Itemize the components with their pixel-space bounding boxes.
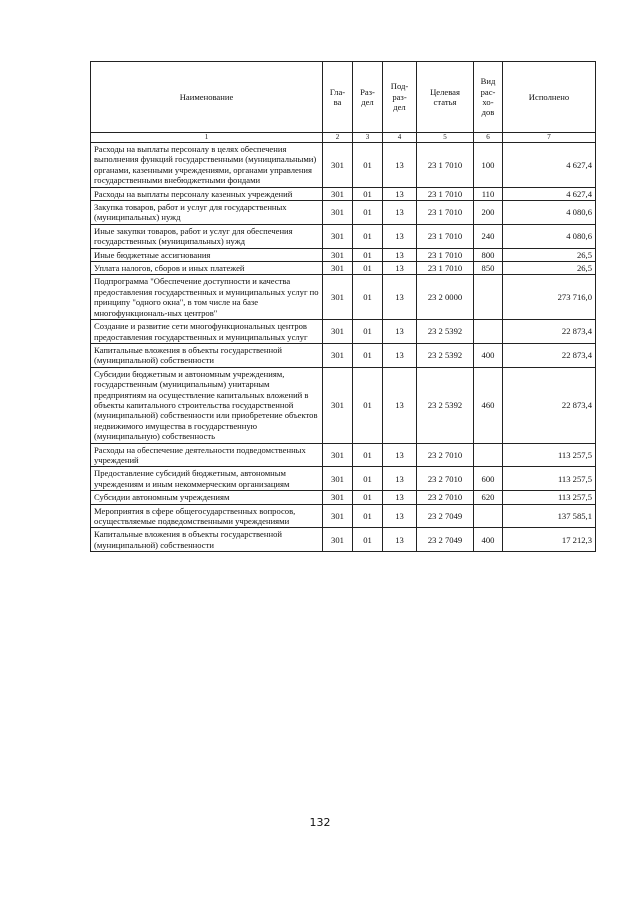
section-cell: 01	[353, 320, 383, 344]
subsection-cell: 13	[383, 224, 417, 248]
executed-amount-cell: 22 873,4	[503, 343, 596, 367]
row-name-cell: Мероприятия в сфере общегосударственных вопросов, осуществляемые подведомственными учреждениями	[91, 504, 323, 528]
col-header-name: Наименование	[91, 62, 323, 133]
column-number: 7	[503, 133, 596, 143]
chapter-cell: 301	[323, 262, 353, 275]
table-row	[91, 275, 596, 320]
column-number: 3	[353, 133, 383, 143]
section-cell: 01	[353, 528, 383, 552]
chapter-cell: 301	[323, 528, 353, 552]
subsection-cell: 13	[383, 467, 417, 491]
section-cell: 01	[353, 443, 383, 467]
budget-table	[90, 61, 596, 552]
target-article-cell: 23 2 5392	[417, 320, 474, 344]
chapter-cell: 301	[323, 143, 353, 188]
col-header-section: Раз- дел	[353, 62, 383, 133]
table-row	[91, 201, 596, 225]
target-article-cell: 23 1 7010	[417, 143, 474, 188]
expense-type-cell: 110	[474, 187, 503, 200]
row-name-cell: Создание и развитие сети многофункциональных центров предоставления государственных и муниципальных услуг	[91, 320, 323, 344]
row-name-cell: Субсидии автономным учреждениям	[91, 491, 323, 504]
expense-type-cell	[474, 504, 503, 528]
section-cell: 01	[353, 275, 383, 320]
table-row	[91, 262, 596, 275]
table-row	[91, 467, 596, 491]
executed-amount-cell: 4 627,4	[503, 187, 596, 200]
section-cell: 01	[353, 367, 383, 443]
table-body	[91, 143, 596, 552]
expense-type-cell: 200	[474, 201, 503, 225]
section-cell: 01	[353, 491, 383, 504]
section-cell: 01	[353, 224, 383, 248]
executed-amount-cell: 113 257,5	[503, 467, 596, 491]
table-row	[91, 143, 596, 188]
subsection-cell: 13	[383, 504, 417, 528]
expense-type-cell: 800	[474, 248, 503, 261]
chapter-cell: 301	[323, 275, 353, 320]
column-number: 6	[474, 133, 503, 143]
executed-amount-cell: 26,5	[503, 248, 596, 261]
chapter-cell: 301	[323, 367, 353, 443]
table-row	[91, 504, 596, 528]
col-header-chapter: Гла- ва	[323, 62, 353, 133]
target-article-cell: 23 2 7010	[417, 443, 474, 467]
table-row	[91, 367, 596, 443]
table-row	[91, 248, 596, 261]
row-name-cell: Субсидии бюджетным и автономным учреждениям, государственным (муниципальным) унитарным предприятиям на осуществление капитальных вложений в объекты капитального строительства государственной (муниципальной) собственности или приобретение объектов недвижимого имущества в государственную (муниципальную) собственность	[91, 367, 323, 443]
row-name-cell: Закупка товаров, работ и услуг для государственных (муниципальных) нужд	[91, 201, 323, 225]
target-article-cell: 23 2 7010	[417, 491, 474, 504]
col-header-subsection: Под- раз- дел	[383, 62, 417, 133]
expense-type-cell: 600	[474, 467, 503, 491]
chapter-cell: 301	[323, 491, 353, 504]
section-cell: 01	[353, 201, 383, 225]
chapter-cell: 301	[323, 504, 353, 528]
chapter-cell: 301	[323, 248, 353, 261]
expense-type-cell: 620	[474, 491, 503, 504]
row-name-cell: Расходы на выплаты персоналу казенных учреждений	[91, 187, 323, 200]
section-cell: 01	[353, 262, 383, 275]
expense-type-cell	[474, 443, 503, 467]
column-number: 2	[323, 133, 353, 143]
expense-type-cell: 460	[474, 367, 503, 443]
expense-type-cell	[474, 320, 503, 344]
page-number: 132	[309, 816, 331, 829]
chapter-cell: 301	[323, 320, 353, 344]
column-number-row	[91, 133, 596, 143]
chapter-cell: 301	[323, 343, 353, 367]
expense-type-cell: 400	[474, 528, 503, 552]
executed-amount-cell: 22 873,4	[503, 320, 596, 344]
subsection-cell: 13	[383, 262, 417, 275]
subsection-cell: 13	[383, 187, 417, 200]
target-article-cell: 23 1 7010	[417, 224, 474, 248]
target-article-cell: 23 2 0000	[417, 275, 474, 320]
row-name-cell: Уплата налогов, сборов и иных платежей	[91, 262, 323, 275]
table-row	[91, 224, 596, 248]
col-header-executed: Исполнено	[503, 62, 596, 133]
subsection-cell: 13	[383, 367, 417, 443]
chapter-cell: 301	[323, 224, 353, 248]
row-name-cell: Иные бюджетные ассигнования	[91, 248, 323, 261]
row-name-cell: Предоставление субсидий бюджетным, автономным учреждениям и иным некоммерческим организациям	[91, 467, 323, 491]
row-name-cell: Капитальные вложения в объекты государственной (муниципальной) собственности	[91, 343, 323, 367]
chapter-cell: 301	[323, 201, 353, 225]
col-header-expense-type: Вид рас- хо- дов	[474, 62, 503, 133]
target-article-cell: 23 1 7010	[417, 262, 474, 275]
subsection-cell: 13	[383, 275, 417, 320]
row-name-cell: Капитальные вложения в объекты государственной (муниципальной) собственности	[91, 528, 323, 552]
executed-amount-cell: 17 212,3	[503, 528, 596, 552]
target-article-cell: 23 1 7010	[417, 187, 474, 200]
expense-type-cell: 240	[474, 224, 503, 248]
target-article-cell: 23 1 7010	[417, 201, 474, 225]
expense-type-cell: 400	[474, 343, 503, 367]
subsection-cell: 13	[383, 443, 417, 467]
executed-amount-cell: 4 080,6	[503, 224, 596, 248]
expense-type-cell	[474, 275, 503, 320]
target-article-cell: 23 2 7049	[417, 528, 474, 552]
section-cell: 01	[353, 504, 383, 528]
target-article-cell: 23 2 7010	[417, 467, 474, 491]
expense-type-cell: 100	[474, 143, 503, 188]
executed-amount-cell: 4 080,6	[503, 201, 596, 225]
expense-type-cell: 850	[474, 262, 503, 275]
subsection-cell: 13	[383, 143, 417, 188]
subsection-cell: 13	[383, 248, 417, 261]
subsection-cell: 13	[383, 320, 417, 344]
row-name-cell: Иные закупки товаров, работ и услуг для обеспечения государственных (муниципальных) нужд	[91, 224, 323, 248]
subsection-cell: 13	[383, 528, 417, 552]
executed-amount-cell: 4 627,4	[503, 143, 596, 188]
section-cell: 01	[353, 248, 383, 261]
executed-amount-cell: 26,5	[503, 262, 596, 275]
section-cell: 01	[353, 467, 383, 491]
chapter-cell: 301	[323, 443, 353, 467]
column-number: 4	[383, 133, 417, 143]
subsection-cell: 13	[383, 201, 417, 225]
section-cell: 01	[353, 343, 383, 367]
executed-amount-cell: 113 257,5	[503, 443, 596, 467]
table-row	[91, 320, 596, 344]
row-name-cell: Расходы на обеспечение деятельности подведомственных учреждений	[91, 443, 323, 467]
executed-amount-cell: 137 585,1	[503, 504, 596, 528]
executed-amount-cell: 22 873,4	[503, 367, 596, 443]
table-header-row	[91, 62, 596, 133]
table-row	[91, 528, 596, 552]
col-header-target: Целевая статья	[417, 62, 474, 133]
subsection-cell: 13	[383, 491, 417, 504]
target-article-cell: 23 1 7010	[417, 248, 474, 261]
section-cell: 01	[353, 143, 383, 188]
executed-amount-cell: 113 257,5	[503, 491, 596, 504]
column-number: 1	[91, 133, 323, 143]
section-cell: 01	[353, 187, 383, 200]
chapter-cell: 301	[323, 467, 353, 491]
subsection-cell: 13	[383, 343, 417, 367]
target-article-cell: 23 2 5392	[417, 367, 474, 443]
row-name-cell: Расходы на выплаты персоналу в целях обеспечения выполнения функций государственными (муниципальными) органами, казенными учреждениями, органами управления государственными внебюджетными фондами	[91, 143, 323, 188]
table-row	[91, 491, 596, 504]
target-article-cell: 23 2 5392	[417, 343, 474, 367]
chapter-cell: 301	[323, 187, 353, 200]
table-row	[91, 343, 596, 367]
target-article-cell: 23 2 7049	[417, 504, 474, 528]
table-row	[91, 443, 596, 467]
row-name-cell: Подпрограмма "Обеспечение доступности и качества предоставления государственных и муниципальных услуг по принципу "одного окна", в том числе на базе многофункциональ-ных центров"	[91, 275, 323, 320]
executed-amount-cell: 273 716,0	[503, 275, 596, 320]
column-number: 5	[417, 133, 474, 143]
table-row	[91, 187, 596, 200]
